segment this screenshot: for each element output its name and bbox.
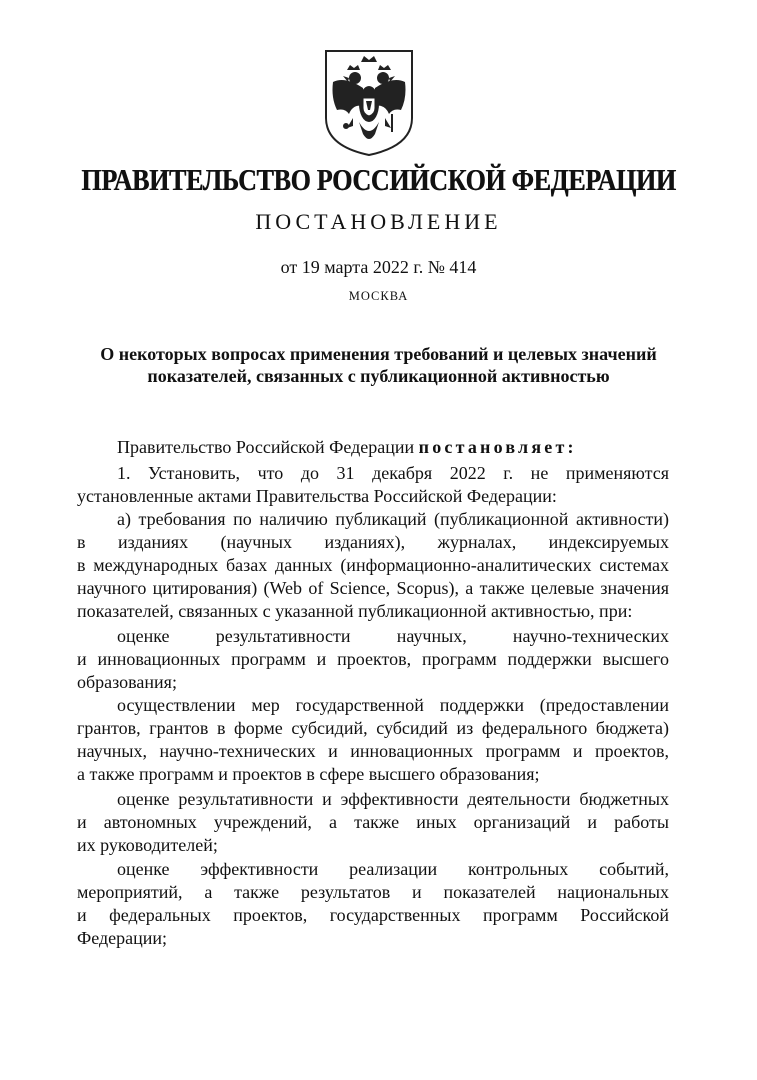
subject-line: показателей, связанных с публикационной активностью xyxy=(147,366,610,386)
body-line: мероприятий, а также результатов и показателей национальных xyxy=(77,882,669,902)
body-line: и федеральных проектов, государственных программ Российской xyxy=(77,905,669,925)
body-line: и автономных учреждений, а также иных организаций и работы xyxy=(77,812,669,832)
city: МОСКВА xyxy=(348,289,409,303)
body-line: в международных базах данных (информационно-аналитических системах xyxy=(77,555,669,575)
body-line: Федерации; xyxy=(77,928,168,948)
body-line: в изданиях (научных изданиях), журналах, индексируемых xyxy=(77,532,669,552)
preamble-keyword: постановляет: xyxy=(418,437,577,457)
body-line: грантов, грантов в форме субсидий, субсидий из федерального бюджета) xyxy=(77,718,669,738)
body-line: установленные актами Правительства Российской Федерации: xyxy=(77,486,557,506)
body-line: а также программ и проектов в сфере высшего образования; xyxy=(77,764,540,784)
body-line: а) требования по наличию публикаций (публикационной активности) xyxy=(117,509,669,529)
body-line: оценке эффективности реализации контрольных событий, xyxy=(117,859,669,879)
issuer-title: ПРАВИТЕЛЬСТВО РОССИЙСКОЙ ФЕДЕРАЦИИ xyxy=(81,163,676,198)
date-and-number: от 19 марта 2022 г. № 414 xyxy=(280,257,477,277)
body-line: образования; xyxy=(77,672,177,692)
subject-line: О некоторых вопросах применения требований и целевых значений xyxy=(100,344,657,364)
body-line: научного цитирования) (Web of Science, Scopus), а также целевые значения xyxy=(77,578,669,598)
document-type: ПОСТАНОВЛЕНИЕ xyxy=(255,209,502,234)
russian-coat-of-arms-icon xyxy=(323,48,415,158)
preamble-text: Правительство Российской Федерации xyxy=(117,437,419,457)
body-line: их руководителей; xyxy=(77,835,218,855)
body-line: оценке результативности научных, научно-технических xyxy=(117,626,669,646)
body-line: осуществлении мер государственной поддержки (предоставлении xyxy=(117,695,669,715)
body-line: научных, научно-технических и инновационных программ и проектов, xyxy=(77,741,669,761)
body-line: оценке результативности и эффективности деятельности бюджетных xyxy=(117,789,669,809)
body-line: показателей, связанных с указанной публикационной активностью, при: xyxy=(77,601,633,621)
preamble xyxy=(117,437,669,458)
document-subject xyxy=(60,343,697,387)
body-line: 1. Установить, что до 31 декабря 2022 г. не применяются xyxy=(117,463,669,483)
body-line: и инновационных программ и проектов, программ поддержки высшего xyxy=(77,649,669,669)
